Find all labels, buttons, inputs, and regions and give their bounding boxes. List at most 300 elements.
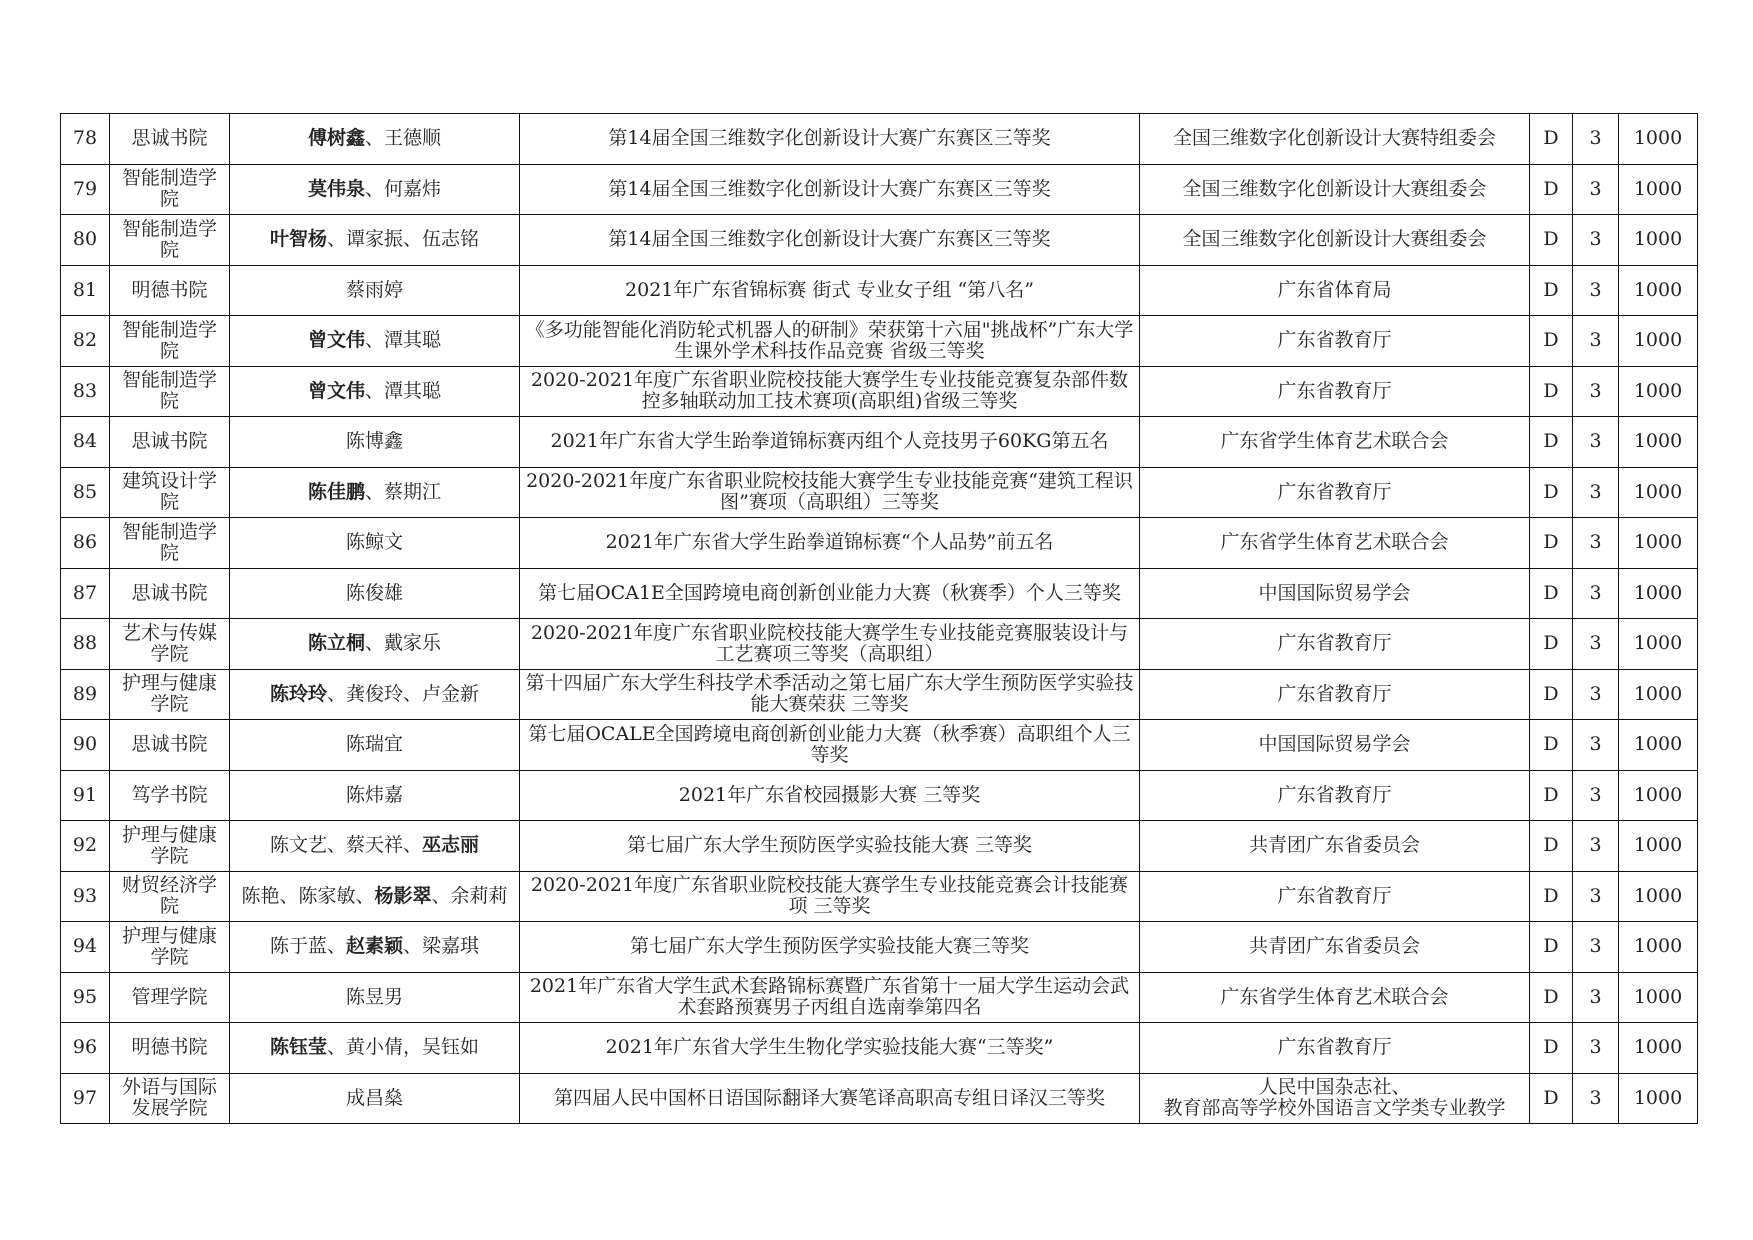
grade-cell — [1530, 1023, 1573, 1074]
row-number — [61, 316, 110, 367]
row-number-text: 84 — [72, 430, 98, 453]
grade-cell — [1530, 972, 1573, 1023]
students-cell — [230, 669, 520, 720]
amount-cell — [1619, 770, 1698, 821]
level-text: 3 — [1589, 278, 1602, 301]
award-description: 第14届全国三维数字化创新设计大赛广东赛区三等奖 — [608, 127, 1051, 150]
student-names — [308, 381, 441, 402]
amount-cell — [1619, 366, 1698, 417]
organizer-cell — [1140, 972, 1530, 1023]
level-cell — [1573, 114, 1619, 165]
organizer-cell — [1140, 871, 1530, 922]
student-names — [308, 128, 441, 149]
amount-text: 1000 — [1633, 228, 1683, 251]
team-members-after: 、潭其聪 — [365, 329, 442, 352]
row-number — [61, 518, 110, 569]
organizer-name: 广东省教育厅 — [1277, 783, 1392, 806]
organizer-cell — [1140, 821, 1530, 872]
student-names — [308, 482, 441, 503]
students-cell — [230, 417, 520, 468]
grade-cell — [1530, 619, 1573, 670]
row-number — [61, 265, 110, 316]
college-cell — [110, 417, 230, 468]
grade-cell — [1530, 720, 1573, 771]
organizer-name: 共青团广东省委员会 — [1248, 935, 1420, 958]
students-cell — [230, 922, 520, 973]
college-cell — [110, 720, 230, 771]
row-number — [61, 1073, 110, 1124]
award-cell — [520, 215, 1140, 266]
table-row — [61, 871, 1698, 922]
award-description: 2020-2021年度广东省职业院校技能大赛学生专业技能竞赛“建筑工程识图”赛项（高职组）三等奖 — [526, 470, 1133, 514]
grade-text: D — [1543, 1086, 1559, 1109]
college-name: 思诚书院 — [131, 430, 208, 453]
grade-cell — [1530, 164, 1573, 215]
student-name: 陈俊雄 — [345, 581, 403, 604]
amount-text: 1000 — [1633, 733, 1683, 756]
student-names — [346, 431, 403, 452]
organizer-name-line1: 人民中国杂志社、 — [1258, 1076, 1411, 1099]
level-cell — [1573, 366, 1619, 417]
team-members-before: 陈于蓝、 — [269, 935, 346, 958]
organizer-cell — [1140, 417, 1530, 468]
grade-text: D — [1543, 935, 1559, 958]
award-description: 2021年广东省大学生武术套路锦标赛暨广东省第十一届大学生运动会武术套路预赛男子丙组自选南拳第四名 — [529, 975, 1130, 1019]
award-cell — [520, 922, 1140, 973]
level-cell — [1573, 821, 1619, 872]
award-cell — [520, 518, 1140, 569]
row-number-text: 83 — [72, 379, 98, 402]
award-cell — [520, 871, 1140, 922]
students-cell — [230, 215, 520, 266]
student-name: 陈瑞宜 — [345, 733, 403, 756]
team-leader: 莫伟泉 — [307, 177, 365, 200]
college-name: 管理学院 — [131, 985, 208, 1008]
amount-text: 1000 — [1633, 632, 1683, 655]
award-cell — [520, 1023, 1140, 1074]
organizer-name: 广东省教育厅 — [1277, 682, 1392, 705]
team-leader: 傅树鑫 — [307, 127, 365, 150]
team-leader: 曾文伟 — [307, 379, 365, 402]
level-text: 3 — [1589, 884, 1602, 907]
row-number-text: 82 — [72, 329, 98, 352]
college-name: 护理与健康学院 — [121, 823, 217, 867]
table-row — [61, 366, 1698, 417]
college-cell — [110, 316, 230, 367]
college-cell — [110, 972, 230, 1023]
team-leader: 曾文伟 — [307, 329, 365, 352]
team-leader: 叶智杨 — [269, 228, 327, 251]
grade-text: D — [1543, 1036, 1559, 1059]
award-cell — [520, 568, 1140, 619]
grade-cell — [1530, 821, 1573, 872]
college-name: 笃学书院 — [131, 783, 208, 806]
student-names — [346, 734, 403, 755]
college-cell — [110, 1023, 230, 1074]
amount-text: 1000 — [1633, 985, 1683, 1008]
college-cell — [110, 669, 230, 720]
level-cell — [1573, 568, 1619, 619]
amount-text: 1000 — [1633, 884, 1683, 907]
organizer-cell — [1140, 770, 1530, 821]
team-leader: 陈玲玲 — [269, 682, 327, 705]
organizer-cell — [1140, 114, 1530, 165]
award-description: 2021年广东省校园摄影大赛 三等奖 — [678, 783, 981, 806]
amount-text: 1000 — [1633, 480, 1683, 503]
college-cell — [110, 770, 230, 821]
level-cell — [1573, 1023, 1619, 1074]
table-row — [61, 316, 1698, 367]
organizer-cell — [1140, 1073, 1530, 1124]
grade-text: D — [1543, 985, 1559, 1008]
amount-cell — [1619, 720, 1698, 771]
team-members-after: 、潭其聪 — [365, 379, 442, 402]
level-cell — [1573, 972, 1619, 1023]
award-description: 2020-2021年度广东省职业院校技能大赛学生专业技能竞赛复杂部件数控多轴联动加工技术赛项(高职组)省级三等奖 — [530, 369, 1129, 413]
award-cell — [520, 972, 1140, 1023]
grade-text: D — [1543, 127, 1559, 150]
amount-cell — [1619, 215, 1698, 266]
amount-text: 1000 — [1633, 379, 1683, 402]
students-cell — [230, 265, 520, 316]
row-number-text: 91 — [72, 783, 98, 806]
table-row — [61, 467, 1698, 518]
level-text: 3 — [1589, 632, 1602, 655]
level-text: 3 — [1589, 1036, 1602, 1059]
college-cell — [110, 821, 230, 872]
organizer-cell — [1140, 518, 1530, 569]
row-number-text: 97 — [72, 1086, 98, 1109]
grade-text: D — [1543, 632, 1559, 655]
organizer-name: 中国国际贸易学会 — [1258, 581, 1411, 604]
row-number — [61, 972, 110, 1023]
level-text: 3 — [1589, 682, 1602, 705]
team-leader: 陈立桐 — [307, 632, 365, 655]
organizer-cell — [1140, 669, 1530, 720]
grade-cell — [1530, 518, 1573, 569]
grade-text: D — [1543, 531, 1559, 554]
amount-text: 1000 — [1633, 1086, 1683, 1109]
table-row — [61, 518, 1698, 569]
amount-text: 1000 — [1633, 430, 1683, 453]
table-row — [61, 215, 1698, 266]
organizer-name: 广东省学生体育艺术联合会 — [1220, 430, 1449, 453]
award-cell — [520, 164, 1140, 215]
row-number-text: 81 — [72, 278, 98, 301]
students-cell — [230, 821, 520, 872]
grade-text: D — [1543, 834, 1559, 857]
award-cell — [520, 417, 1140, 468]
award-cell — [520, 1073, 1140, 1124]
organizer-name: 广东省教育厅 — [1277, 480, 1392, 503]
team-members-before: 陈艳、陈家敏、 — [241, 884, 375, 907]
organizer-cell — [1140, 720, 1530, 771]
students-cell — [230, 316, 520, 367]
award-description: 第十四届广东大学生科技学术季活动之第七届广东大学生预防医学实验技能大赛荣获 三等奖 — [525, 672, 1134, 716]
college-cell — [110, 568, 230, 619]
amount-text: 1000 — [1633, 531, 1683, 554]
grade-text: D — [1543, 783, 1559, 806]
table-row — [61, 1073, 1698, 1124]
grade-cell — [1530, 871, 1573, 922]
organizer-cell — [1140, 1023, 1530, 1074]
team-leader: 陈佳鹏 — [307, 480, 365, 503]
amount-cell — [1619, 821, 1698, 872]
row-number — [61, 922, 110, 973]
award-description: 2020-2021年度广东省职业院校技能大赛学生专业技能竞赛服装设计与工艺赛项三等奖（高职组） — [530, 621, 1129, 665]
level-text: 3 — [1589, 581, 1602, 604]
award-description: 第七届广东大学生预防医学实验技能大赛 三等奖 — [626, 834, 1033, 857]
award-description: 2021年广东省大学生跆拳道锦标赛“个人品势”前五名 — [605, 531, 1054, 554]
student-name: 蔡雨婷 — [345, 278, 403, 301]
college-name: 智能制造学院 — [121, 520, 217, 564]
row-number-text: 87 — [72, 581, 98, 604]
grade-text: D — [1543, 228, 1559, 251]
amount-text: 1000 — [1633, 1036, 1683, 1059]
amount-cell — [1619, 1023, 1698, 1074]
row-number-text: 79 — [72, 177, 98, 200]
awards-table — [60, 113, 1698, 1124]
students-cell — [230, 770, 520, 821]
organizer-cell — [1140, 467, 1530, 518]
college-name: 建筑设计学院 — [121, 470, 217, 514]
student-names — [308, 330, 441, 351]
student-names — [270, 835, 479, 856]
organizer-cell — [1140, 922, 1530, 973]
grade-text: D — [1543, 177, 1559, 200]
row-number-text: 89 — [72, 682, 98, 705]
organizer-cell — [1140, 619, 1530, 670]
award-cell — [520, 265, 1140, 316]
level-cell — [1573, 518, 1619, 569]
row-number — [61, 568, 110, 619]
amount-text: 1000 — [1633, 278, 1683, 301]
row-number — [61, 821, 110, 872]
grade-cell — [1530, 265, 1573, 316]
student-name: 成昌燊 — [345, 1086, 403, 1109]
college-cell — [110, 265, 230, 316]
organizer-name: 广东省教育厅 — [1277, 379, 1392, 402]
team-leader: 陈钰莹 — [269, 1036, 327, 1059]
level-cell — [1573, 619, 1619, 670]
student-names — [346, 532, 403, 553]
award-description: 第14届全国三维数字化创新设计大赛广东赛区三等奖 — [608, 228, 1051, 251]
award-cell — [520, 669, 1140, 720]
amount-cell — [1619, 1073, 1698, 1124]
college-name: 外语与国际发展学院 — [121, 1076, 217, 1120]
row-number-text: 90 — [72, 733, 98, 756]
student-names — [308, 179, 441, 200]
organizer-name: 广东省学生体育艺术联合会 — [1220, 531, 1449, 554]
level-text: 3 — [1589, 834, 1602, 857]
students-cell — [230, 114, 520, 165]
level-cell — [1573, 720, 1619, 771]
row-number-text: 93 — [72, 884, 98, 907]
amount-text: 1000 — [1633, 834, 1683, 857]
level-cell — [1573, 417, 1619, 468]
award-cell — [520, 720, 1140, 771]
row-number — [61, 871, 110, 922]
level-text: 3 — [1589, 480, 1602, 503]
organizer-name: 广东省教育厅 — [1277, 884, 1392, 907]
table-row — [61, 164, 1698, 215]
amount-text: 1000 — [1633, 329, 1683, 352]
amount-cell — [1619, 619, 1698, 670]
college-cell — [110, 467, 230, 518]
college-name: 护理与健康学院 — [121, 924, 217, 968]
college-cell — [110, 164, 230, 215]
team-members-after: 、龚俊玲、卢金新 — [327, 682, 480, 705]
team-members-after: 、余莉莉 — [431, 884, 508, 907]
amount-cell — [1619, 316, 1698, 367]
grade-text: D — [1543, 884, 1559, 907]
team-leader: 巫志丽 — [422, 834, 480, 857]
team-members-after: 、谭家振、伍志铭 — [327, 228, 480, 251]
row-number — [61, 114, 110, 165]
team-leader: 杨影翠 — [374, 884, 432, 907]
team-leader: 赵素颖 — [345, 935, 403, 958]
row-number — [61, 467, 110, 518]
organizer-name-line2: 教育部高等学校外国语言文学类专业教学 — [1163, 1097, 1506, 1120]
team-members-after: 、何嘉炜 — [365, 177, 442, 200]
grade-text: D — [1543, 379, 1559, 402]
amount-cell — [1619, 922, 1698, 973]
college-cell — [110, 922, 230, 973]
grade-cell — [1530, 669, 1573, 720]
row-number — [61, 619, 110, 670]
organizer-name: 广东省教育厅 — [1277, 632, 1392, 655]
award-description: 2020-2021年度广东省职业院校技能大赛学生专业技能竞赛会计技能赛项 三等奖 — [530, 874, 1129, 918]
grade-cell — [1530, 467, 1573, 518]
amount-cell — [1619, 417, 1698, 468]
college-cell — [110, 215, 230, 266]
award-cell — [520, 619, 1140, 670]
award-description: 2021年广东省大学生跆拳道锦标赛丙组个人竞技男子60KG第五名 — [550, 430, 1109, 453]
student-names — [270, 229, 479, 250]
organizer-cell — [1140, 568, 1530, 619]
amount-cell — [1619, 164, 1698, 215]
row-number-text: 86 — [72, 531, 98, 554]
level-cell — [1573, 467, 1619, 518]
table-row — [61, 922, 1698, 973]
college-name: 护理与健康学院 — [121, 672, 217, 716]
table-row — [61, 265, 1698, 316]
table-row — [61, 770, 1698, 821]
organizer-name: 广东省教育厅 — [1277, 329, 1392, 352]
student-names — [308, 633, 441, 654]
college-name: 明德书院 — [131, 1036, 208, 1059]
award-description: 第四届人民中国杯日语国际翻译大赛笔译高职高专组日译汉三等奖 — [553, 1086, 1105, 1109]
level-cell — [1573, 215, 1619, 266]
student-names — [346, 280, 403, 301]
organizer-cell — [1140, 215, 1530, 266]
team-members-after: 、蔡期江 — [365, 480, 442, 503]
award-cell — [520, 467, 1140, 518]
organizer-cell — [1140, 265, 1530, 316]
students-cell — [230, 518, 520, 569]
level-text: 3 — [1589, 329, 1602, 352]
award-description: 2021年广东省锦标赛 街式 专业女子组 “第八名” — [625, 278, 1034, 301]
college-cell — [110, 1073, 230, 1124]
level-text: 3 — [1589, 985, 1602, 1008]
college-cell — [110, 518, 230, 569]
row-number-text: 94 — [72, 935, 98, 958]
team-members-after: 、王德顺 — [365, 127, 442, 150]
level-cell — [1573, 669, 1619, 720]
row-number — [61, 366, 110, 417]
grade-cell — [1530, 922, 1573, 973]
students-cell — [230, 568, 520, 619]
level-text: 3 — [1589, 228, 1602, 251]
college-cell — [110, 871, 230, 922]
table-row — [61, 568, 1698, 619]
award-description: 《多功能智能化消防轮式机器人的研制》荣获第十六届"挑战杯”广东大学生课外学术科技作品竞赛 省级三等奖 — [525, 318, 1134, 362]
level-cell — [1573, 871, 1619, 922]
row-number-text: 92 — [72, 834, 98, 857]
organizer-name: 全国三维数字化创新设计大赛特组委会 — [1172, 127, 1496, 150]
students-cell — [230, 1073, 520, 1124]
student-name: 陈博鑫 — [345, 430, 403, 453]
award-description: 第七届广东大学生预防医学实验技能大赛三等奖 — [629, 935, 1029, 958]
row-number-text: 95 — [72, 985, 98, 1008]
grade-cell — [1530, 417, 1573, 468]
table-row — [61, 720, 1698, 771]
amount-cell — [1619, 871, 1698, 922]
organizer-name: 共青团广东省委员会 — [1248, 834, 1420, 857]
level-cell — [1573, 265, 1619, 316]
team-members-after: 、梁嘉琪 — [403, 935, 480, 958]
college-cell — [110, 366, 230, 417]
row-number — [61, 164, 110, 215]
row-number-text: 80 — [72, 228, 98, 251]
grade-cell — [1530, 1073, 1573, 1124]
award-cell — [520, 770, 1140, 821]
level-cell — [1573, 316, 1619, 367]
organizer-name: 广东省体育局 — [1277, 278, 1392, 301]
students-cell — [230, 871, 520, 922]
organizer-name: 广东省学生体育艺术联合会 — [1220, 985, 1449, 1008]
level-text: 3 — [1589, 127, 1602, 150]
amount-text: 1000 — [1633, 177, 1683, 200]
row-number-text: 85 — [72, 480, 98, 503]
students-cell — [230, 972, 520, 1023]
table-row — [61, 972, 1698, 1023]
team-members-after: 、黄小倩，吴钰如 — [327, 1036, 480, 1059]
student-name: 陈炜嘉 — [345, 783, 403, 806]
student-names — [270, 936, 479, 957]
level-text: 3 — [1589, 177, 1602, 200]
amount-cell — [1619, 972, 1698, 1023]
level-text: 3 — [1589, 783, 1602, 806]
college-name: 智能制造学院 — [121, 369, 217, 413]
college-name: 智能制造学院 — [121, 167, 217, 211]
organizer-cell — [1140, 366, 1530, 417]
grade-cell — [1530, 114, 1573, 165]
grade-cell — [1530, 215, 1573, 266]
organizer-cell — [1140, 316, 1530, 367]
row-number-text: 88 — [72, 632, 98, 655]
award-description: 2021年广东省大学生生物化学实验技能大赛“三等奖” — [605, 1036, 1054, 1059]
students-cell — [230, 1023, 520, 1074]
level-cell — [1573, 1073, 1619, 1124]
amount-text: 1000 — [1633, 935, 1683, 958]
row-number-text: 78 — [72, 127, 98, 150]
award-description: 第七届OCA1E全国跨境电商创新创业能力大赛（秋赛季）个人三等奖 — [538, 581, 1121, 604]
row-number — [61, 215, 110, 266]
students-cell — [230, 720, 520, 771]
student-names — [346, 987, 403, 1008]
level-cell — [1573, 770, 1619, 821]
